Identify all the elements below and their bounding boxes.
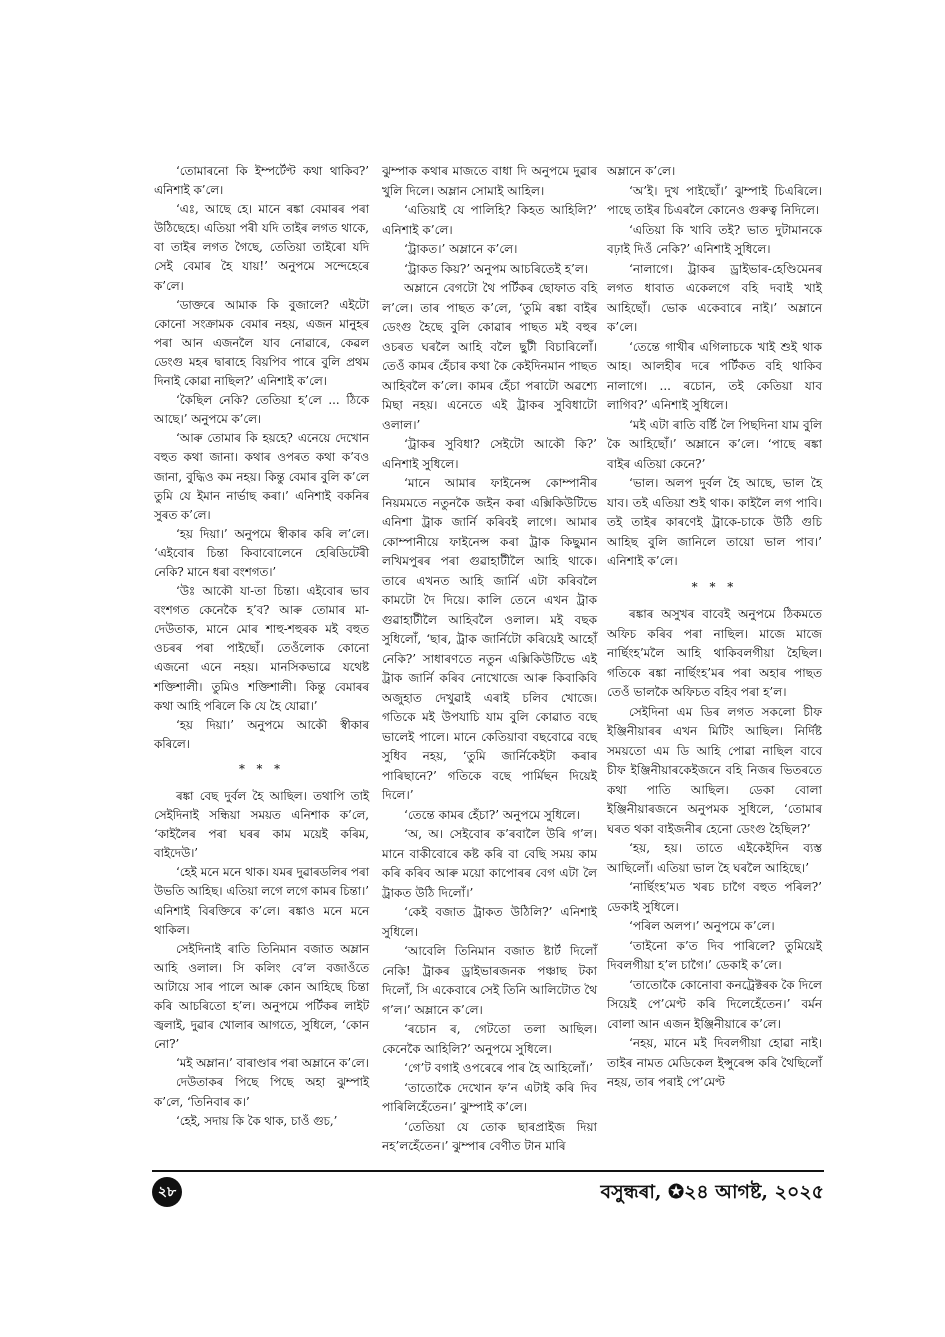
paragraph: সেইদিনাই ৰাতি তিনিমান বজাত অম্লান আহি ওলাল। সি কলিং বে’ল বজাওঁতে আটায়ে সাৰ পালে আৰু কোন আহিছে চিন্তা কৰি আচৰিতো হ’ল। অনুপমে পৰ্টিকৰ লাইট জ্বলাই, দুৱাৰ খোলাৰ আগতে, সুধিলে, ‘কোন নো?’ <box>154 941 369 1052</box>
paragraph: ‘আবেলি তিনিমান বজাত ষ্টাৰ্ট দিলোঁ নেকি! ট্ৰাকৰ ড্ৰাইভাৰজনক পঞ্চাছ টকা দিলোঁ, সি একেবাৰে সেই তিনি আলিটোত থৈ গ’ল।’ অম্লানে ক’লে। <box>382 944 597 1017</box>
paragraph: ‘কৈছিল নেকি? তেতিয়া হ’লে ... ঠিকে আছে।’ অনুপমে ক’লে। <box>154 393 369 427</box>
text-column-3 <box>607 162 822 1093</box>
paragraph: ‘হেই, সদায় কি কৈ থাক, চাওঁ গুচ,’ <box>176 1113 338 1128</box>
paragraph: ‘এতিয়া কি খাবি তই? ভাত দুটামানকে বঢ়াই দিওঁ নেকি?’ এনিশাই সুধিলে। <box>607 222 822 256</box>
paragraph: ‘তেন্তে গাখীৰ এগিলাচকে খাই শুই থাক আহ। আলহীৰ দৰে পৰ্টিকত বহি থাকিব নালাগে। ... ৰচোন, তই কেতিয়া যাব লাগিব?’ এনিশাই সুধিলে। <box>607 339 822 412</box>
paragraph: ‘ভাল। অলপ দুৰ্বল হৈ আছে, ভাল হৈ যাব। তই এতিয়া শুই থাক। কাইলৈ লগ পাবি। তই তাইৰ কাৰণেই ট্ৰাকে-চাকে উঠি গুচি আহিছ বুলি জানিলে তায়ো ভাল পাব।’ এনিশাই ক’লে। <box>607 476 822 568</box>
footer-divider <box>152 1170 824 1172</box>
paragraph: ‘মই অম্লান।’ বাৰাণ্ডাৰ পৰা অম্লানে ক’লে। <box>176 1056 369 1071</box>
paragraph: ‘উঃ আকৌ যা-তা চিন্তা। এইবোৰ ভাব বংশগত কেনেকৈ হ’ব? আৰু তোমাৰ মা-দেউতাক, মানে মোৰ শাহু-শহুৰক মই বহুত ওচৰৰ পৰা পাইছোঁ। তেওঁলোক কোনো এজনো এনে নহয়। মানসিকভাৱে যথেষ্ট শক্তিশালী। তুমিও শক্তিশালী। কিন্তু বেমাৰৰ কথা আহি পৰিলে কি যে হৈ যোৱা।’ <box>154 584 369 713</box>
paragraph: ‘হেই মনে মনে থাক। যমৰ দুৱাৰডলিৰ পৰা উভতি আহিছ। এতিয়া লগে লগে কামৰ চিন্তা।’ এনিশাই বিৰক্তিৰে ক’লে। ৰঙ্কাও মনে মনে থাকিল। <box>154 865 369 937</box>
paragraph: ‘হয় দিয়া।’ অনুপমে স্বীকাৰ কৰি ল’লে। ‘এইবোৰ চিন্তা কিবাবোলেনে হেৰিডিটেৰী নেকি? মানে ধৰা বংশগত।’ <box>154 526 369 579</box>
section-separator: * * * <box>238 761 285 776</box>
paragraph: ‘ডাক্তৰে আমাক কি বুজালে? এইটো কোনো সংক্ৰামক বেমাৰ নহয়, এজন মানুহৰ পৰা আন এজনলৈ যাব নোৱাৰে, কেৱল ডেংগু মহৰ দ্বাৰাহে বিয়পিব পাৰে বুলি প্ৰথম দিনাই কোৱা নাছিল?’ এনিশাই ক’লে। <box>154 297 369 389</box>
paragraph: ‘মই এটা ৰাতি বৰ্ষ্টি লৈ পিছদিনা যাম বুলি কৈ আহিছোঁ।’ অম্লানে ক’লে। ‘পাছে ৰঙ্কা বাইৰ এতিয়া কেনে?’ <box>607 417 822 471</box>
paragraph: ‘তাতোকৈ দেখোন ফ’ন এটাই কৰি দিব পাৰিলিহেঁতেন।’ ঝুম্পাই ক’লে। <box>382 1080 597 1114</box>
paragraph: ‘এতিয়াই যে পালিহি? কিহত আহিলি?’ এনিশাই ক’লে। <box>382 203 597 237</box>
paragraph: ‘অ’ই। দুখ পাইছোঁ।’ ঝুম্পাই চিএৰিলে। পাছে তাইৰ চিএৰলৈ কোনেও গুৰুত্ব নিদিলে। <box>607 183 822 217</box>
magazine-date-line: বসুন্ধৰা, ✪২৪ আগষ্ট, ২০২৫ <box>600 1181 824 1203</box>
paragraph: ‘হয় দিয়া।’ অনুপমে আকৌ স্বীকাৰ কৰিলে। <box>154 717 369 751</box>
page-number-badge: ২৮ <box>152 1177 182 1207</box>
paragraph: ‘ট্ৰাকত।’ অম্লানে ক’লে। <box>404 242 518 256</box>
paragraph: ঝুম্পাক কথাৰ মাজতে বাধা দি অনুপমে দুৱাৰ খুলি দিলে। অম্লান সোমাই আহিল। <box>382 164 597 198</box>
paragraph: ‘এঃ, আছে হে। মানে ৰঙ্কা বেমাৰৰ পৰা উঠিছেহে। এতিয়া পৰী যদি তাইৰ লগত থাকে, বা তাইৰ লগত গৈছে, তেতিয়া তাইৰো যদি সেই বেমাৰ হৈ যায়!’ অনুপমে সন্দেহেৰে ক’লে। <box>154 202 369 293</box>
paragraph: সেইদিনা এম ডিৰ লগত সকলো চীফ ইঞ্জিনীয়াৰৰ এখন মিটিং আছিল। নিৰ্দিষ্ট সময়তো এম ডি আহি পোৱা নাছিল বাবে চীফ ইঞ্জিনীয়াৰকেইজনে বহি নিজৰ ভিতৰতে কথা পাতি আছিল। ডেকা বোলা ইঞ্জিনীয়াৰজনে অনুপমক সুধিলে, ‘তোমাৰ ঘৰত থকা বাইজনীৰ হেনো ডেংগু হৈছিল?’ <box>607 704 822 836</box>
paragraph: ‘নহয়, মানে মই দিবলগীয়া হোৱা নাই। তাইৰ নামত মেডিকেল ইন্সুৰেন্স কৰি থৈছিলোঁ নহয়, তাৰ পৰাই পে’মেণ্ট <box>607 1036 822 1089</box>
paragraph: ‘কেই বজাত ট্ৰাকত উঠিলি?’ এনিশাই সুধিলে। <box>382 905 597 939</box>
paragraph: ৰঙ্কা বেছ দুৰ্বল হৈ আছিল। তথাপি তাই সেইদিনাই সন্ধিয়া সময়ত এনিশাক ক’লে, ‘কাইলৈৰ পৰা ঘৰৰ কাম ময়েই কৰিম, বাইদেউ।’ <box>154 789 369 861</box>
paragraph: ‘তোমাৰনো কি ইম্পৰ্টেণ্ট কথা থাকিব?’ এনিশাই ক’লে। <box>154 164 369 198</box>
paragraph: ‘ৰচোন ৰ, গেটতো তলা আছিল। কেনেকৈ আহিলি?’ অনুপমে সুধিলে। <box>382 1022 597 1056</box>
paragraph: ‘গে’ট বগাই ওপৰেৰে পাৰ হৈ আহিলোঁ।’ <box>404 1061 593 1075</box>
paragraph: ‘তাইনো ক’ত দিব পাৰিলে? তুমিয়েই দিবলগীয়া হ’ল চাগৈ।’ ডেকাই ক’লে। <box>607 938 822 972</box>
paragraph: ‘হয়, হয়। তাতে এইকেইদিন ব্যস্ত আছিলোঁ। এতিয়া ভাল হৈ ঘৰলৈ আহিছে।’ <box>607 841 822 875</box>
text-column-2 <box>382 162 597 1157</box>
paragraph: ‘ট্ৰাকত কিয়?’ অনুপম আচৰিতেই হ’ল। <box>404 261 589 276</box>
paragraph: দেউতাকৰ পিছে পিছে অহা ঝুম্পাই ক’লে, ‘তিনিবাৰ ক।’ <box>154 1075 369 1109</box>
paragraph: ‘মানে আমাৰ ফাইনেন্স কোম্পানীৰ নিয়মমতে নতুনকৈ জইন কৰা এক্সিকিউটিভে এনিশা ট্ৰাক জাৰ্নি কৰিবই লাগে। আমাৰ কোম্পানীয়ে ফাইনেন্স কৰা ট্ৰাক কিছুমান লখিমপুৰৰ পৰা গুৱাহাটীলৈ আহি থাকে। তাৰে এখনত আহি জাৰ্নি এটা কৰিবলৈ কামটো দৈ দিয়ে। কালি তেনে এখন ট্ৰাক গুৱাহাটীলৈ আহিবলৈ ওলাল। মই বছক সুধিলোঁ, ‘ছাৰ, ট্ৰাক জাৰ্নিটো কৰিয়েই আহোঁ নেকি?’ সাধাৰণতে নতুন এক্সিকিউটিভে এই ট্ৰাক জাৰ্নি কৰিব নোখোজে আৰু কিবাকিবি অজুহাত দেখুৱাই এৰাই চলিব খোজে। গতিকে মই উপযাচি যাম বুলি কোৱাত বছে ভালেই পালে। মানে কেতিয়াবা বছবোৱে বছে সুধিব নহয়, ‘তুমি জাৰ্নিকেইটা কৰাৰ পাৰিছানে?’ গতিকে বছে পাৰ্মিছন দিয়েই দিলে।’ <box>382 476 597 802</box>
paragraph: ‘পৰিল অলপ।’ অনুপমে ক’লে। <box>629 919 775 933</box>
section-separator: * * * <box>691 579 738 594</box>
paragraph: ‘আৰু তোমাৰ কি হয়হে? এনেয়ে দেখোন বহুত কথা জানা। কথাৰ ওপৰত কথা ক’বও জানা, বুদ্ধিও কম নহয়। কিন্তু বেমাৰ বুলি ক’লে তুমি যে ইমান নাৰ্ভাছ কৰা।’ এনিশাই বকনিৰ সুৰত ক’লে। <box>154 431 369 522</box>
paragraph: ‘নালাগে। ট্ৰাকৰ ড্ৰাইভাৰ-হেণ্ডিমেনৰ লগত ধাবাত একেলগে বহি দবাই খাই আহিছোঁ। ভোক একেবাৰে নাই।’ অম্লানে ক’লে। <box>607 261 822 334</box>
paragraph: ‘তাতোকৈ কোনোবা কনট্ৰেক্টৰক কৈ দিলে সিয়েই পে’মেণ্ট কৰি দিলেহেঁতেন।’ বৰ্মন বোলা আন এজন ইঞ্জিনীয়াৰে ক’লে। <box>607 977 822 1031</box>
paragraph: ‘নাৰ্ছিংহ’মত খৰচ চাগৈ বহুত পৰিল?’ ডেকাই সুধিলে। <box>607 880 822 914</box>
paragraph: ‘তেন্তে কামৰ হেঁচা?’ অনুপমে সুধিলে। <box>404 807 581 822</box>
paragraph: ‘তেতিয়া যে তোক ছাৰপ্ৰাইজ দিয়া নহ’লহেঁতেন।’ ঝুম্পাৰ বেণীত টান মাৰি <box>382 1119 597 1153</box>
text-column-1 <box>154 162 369 1131</box>
paragraph: অম্লানে বেগটো থৈ পৰ্টিকৰ ছোফাত বহি ল’লে। তাৰ পাছত ক’লে, ‘তুমি ৰঙ্কা বাইৰ ডেংগু হৈছে বুলি কোৱাৰ পাছত মই বহুৰ ওচৰত ঘৰলৈ আহি বলৈ ছুটী বিচাৰিলোঁ। তেওঁ কামৰ হেঁচাৰ কথা কৈ কেইদিনমান পাছত আহিবলৈ ক’লে। কামৰ হেঁচা পৰাটো অৱশ্যে মিছা নহয়। এনেতে এই ট্ৰাকৰ সুবিধাটো ওলাল।’ <box>382 281 597 432</box>
paragraph: ৰঙ্কাৰ অসুখৰ বাবেই অনুপমে ঠিকমতে অফিচ কৰিব পৰা নাছিল। মাজে মাজে নাৰ্ছিংহ’মলৈ আহি থাকিবলগীয়া হৈছিল। গতিকে ৰঙ্কা নাৰ্ছিংহ’মৰ পৰা অহাৰ পাছত তেওঁ ভালকৈ অফিচত বহিব পৰা হ’ল। <box>607 607 822 699</box>
paragraph: ‘অ, অ। সেইবোৰ ক’ৰবালৈ উৰি গ’ল। মানে বাকীবোৰে কষ্ট কৰি বা বেছি সময় কাম কৰি কৰিব আৰু ময়ো কাপোৰৰ বেগ এটা লৈ ট্ৰাকত উঠি দিলোঁ।’ <box>382 827 597 900</box>
paragraph: অম্লানে ক’লে। <box>607 164 676 178</box>
paragraph: ‘ট্ৰাকৰ সুবিধা? সেইটো আকৌ কি?’ এনিশাই সুধিলে। <box>382 437 597 471</box>
